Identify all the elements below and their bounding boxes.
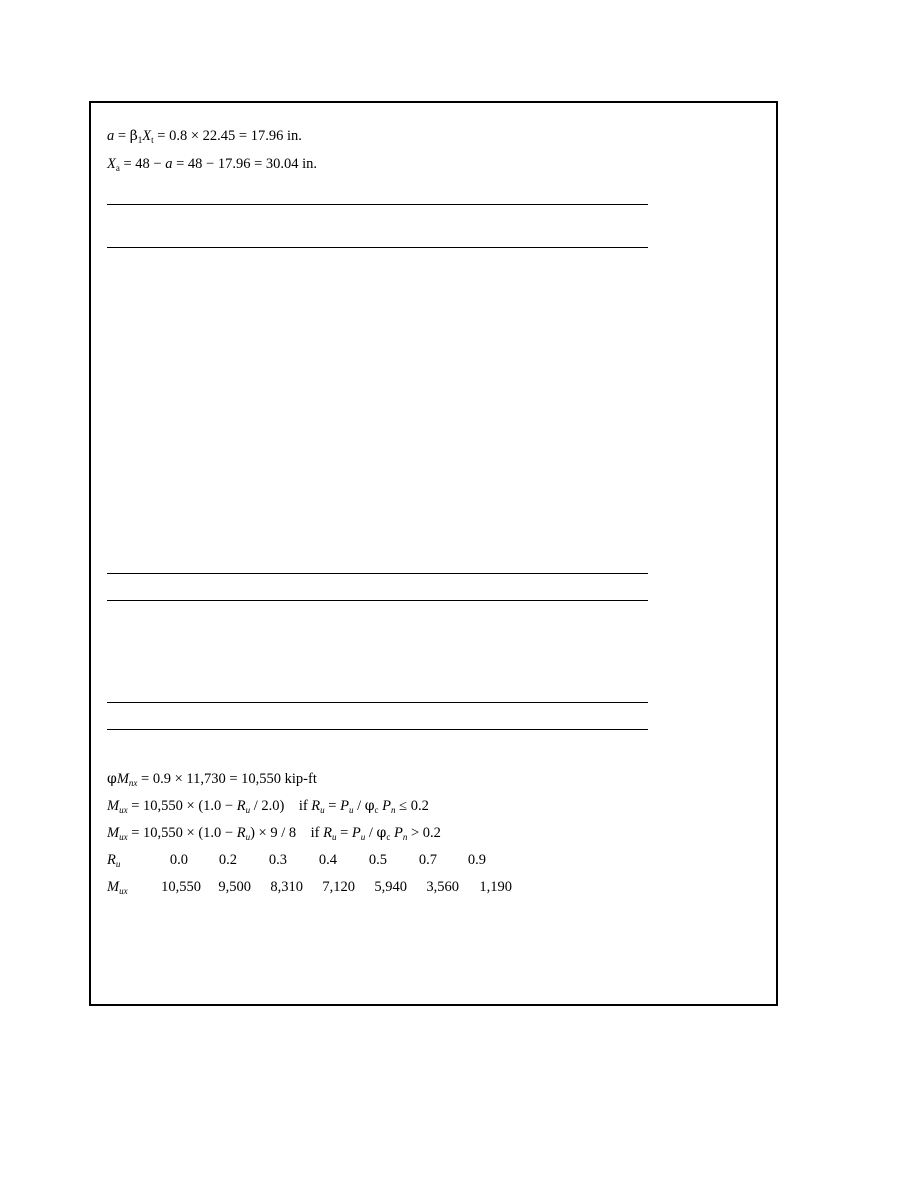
equation-xa: $X_a = 48 - a = 48 - 17.96 = 30.04$ in. bbox=[107, 156, 318, 173]
table-cell: 8,310 bbox=[270, 879, 303, 895]
document-frame bbox=[89, 101, 778, 1006]
table-cell: 7,120 bbox=[322, 879, 355, 895]
table-cell: 0.0 bbox=[169, 852, 188, 868]
table-cell: 5,940 bbox=[374, 879, 407, 895]
row-label-ru: $R_u$ bbox=[107, 852, 121, 869]
table-row-ru bbox=[107, 851, 527, 869]
table-cell: 1,190 bbox=[479, 879, 512, 895]
table-cell: 3,560 bbox=[426, 879, 459, 895]
table-cell: 0.9 bbox=[467, 852, 486, 868]
equation-phi-mnx: $\varphi M_{nx} = 0.9 \times 11,730 = 10,550$ kip-ft bbox=[107, 771, 317, 788]
equation-mux-low: $M_{ux} = 10,550 \times (1.0 - R_u / 2.0)$ if $R_u = P_u / \varphi_c$ $P_n \le 0.2$ bbox=[107, 798, 429, 815]
equation-depth-a: $a = \beta_1X_t = 0.8 \times 22.45 = 17.96$ in. bbox=[107, 128, 302, 145]
table-cell: 0.2 bbox=[218, 852, 237, 868]
divider-5 bbox=[107, 702, 648, 703]
divider-1 bbox=[107, 204, 648, 205]
table-cell: 0.5 bbox=[368, 852, 387, 868]
table-cell: 0.4 bbox=[318, 852, 337, 868]
table-cell: 10,550 bbox=[161, 879, 201, 895]
divider-2 bbox=[107, 247, 648, 248]
equation-mux-high: $M_{ux} = 10,550 \times (1.0 - R_u) \times 9 / 8$ if $R_u = P_u / \varphi_c$ $P_n > 0.2$ bbox=[107, 825, 441, 842]
table-cell: 0.7 bbox=[418, 852, 437, 868]
table-cell: 9,500 bbox=[218, 879, 251, 895]
divider-3 bbox=[107, 573, 648, 574]
divider-4 bbox=[107, 600, 648, 601]
table-row-mux bbox=[107, 878, 527, 896]
row-label-mux: $M_{ux}$ bbox=[107, 879, 128, 896]
divider-6 bbox=[107, 729, 648, 730]
table-cell: 0.3 bbox=[268, 852, 287, 868]
